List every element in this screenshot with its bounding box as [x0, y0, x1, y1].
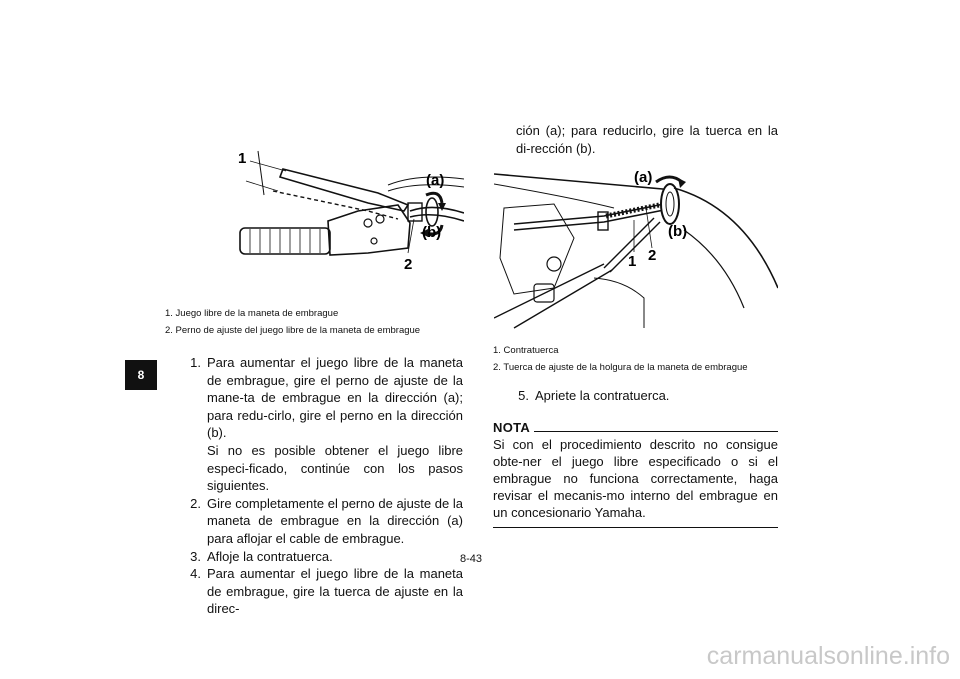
clutch-lever-illustration	[228, 133, 464, 303]
step-4	[165, 565, 463, 618]
callout-1: 1	[238, 150, 247, 167]
step-text: Afloje la contratuerca.	[207, 548, 333, 564]
step-3	[165, 548, 463, 566]
step-number: 1.	[190, 355, 201, 370]
callout-b: (b)	[422, 224, 442, 241]
figure-right-captions	[493, 342, 748, 376]
callout-1: 1	[628, 253, 637, 270]
caption-item: 2. Perno de ajuste del juego libre de la maneta de embrague	[165, 325, 421, 336]
caption-item: 1. Contratuerca	[493, 345, 559, 356]
step-text: Para aumentar el juego libre de la maneta de embrague, gire el perno de ajuste de la mane-ta de embrague en la dirección (a); para redu-cirlo, gire el perno en la dirección (b).	[207, 355, 463, 441]
watermark: carmanualsonline.info	[706, 642, 950, 670]
callout-b: (b)	[668, 223, 688, 240]
caption-item: 2. Tuerca de ajuste de la holgura de la maneta de embrague	[493, 362, 748, 373]
callout-a: (a)	[426, 172, 445, 189]
step-number: 3.	[190, 548, 201, 564]
callout-2: 2	[648, 247, 657, 264]
step-note: Si no es posible obtener el juego libre especi-ficado, continúe con los pasos siguientes.	[207, 442, 463, 494]
callout-2: 2	[404, 256, 413, 273]
figure-left-captions	[165, 305, 420, 339]
step-text: Gire completamente el perno de ajuste de la maneta de embrague en la dirección (a) para aflojar el cable de embrague.	[207, 495, 463, 546]
step-2	[165, 495, 463, 548]
chapter-tab: 8	[125, 360, 157, 390]
caption-item: 1. Juego libre de la maneta de embrague	[165, 308, 339, 319]
step-5	[493, 388, 778, 403]
step-text: Apriete la contratuerca.	[535, 388, 670, 403]
step-number: 4.	[190, 566, 201, 582]
clutch-cable-adjuster-illustration	[494, 168, 778, 336]
nota-text: Si con el procedimiento descrito no consigue obte-ner el juego libre especificado o si el embrague no funciona correctamente, haga revisar el mecanis-mo interno del embrague en un concesionario Yamaha.	[493, 437, 778, 520]
step-number: 5.	[518, 388, 529, 403]
step-4-continuation: ción (a); para reducirlo, gire la tuerca en la di-rección (b).	[516, 123, 778, 156]
nota-rule	[534, 431, 778, 432]
callout-a: (a)	[634, 169, 653, 186]
nota-heading: NOTA	[493, 420, 531, 435]
step-1	[165, 354, 463, 495]
step-text: Para aumentar el juego libre de la maneta de embrague, gire la tuerca de ajuste en la direc-	[207, 566, 463, 617]
page-number: 8-43	[460, 553, 483, 565]
nota-box	[493, 420, 778, 528]
nota-end-rule	[493, 527, 778, 528]
step-number: 2.	[190, 495, 201, 511]
steps-list	[165, 354, 463, 618]
